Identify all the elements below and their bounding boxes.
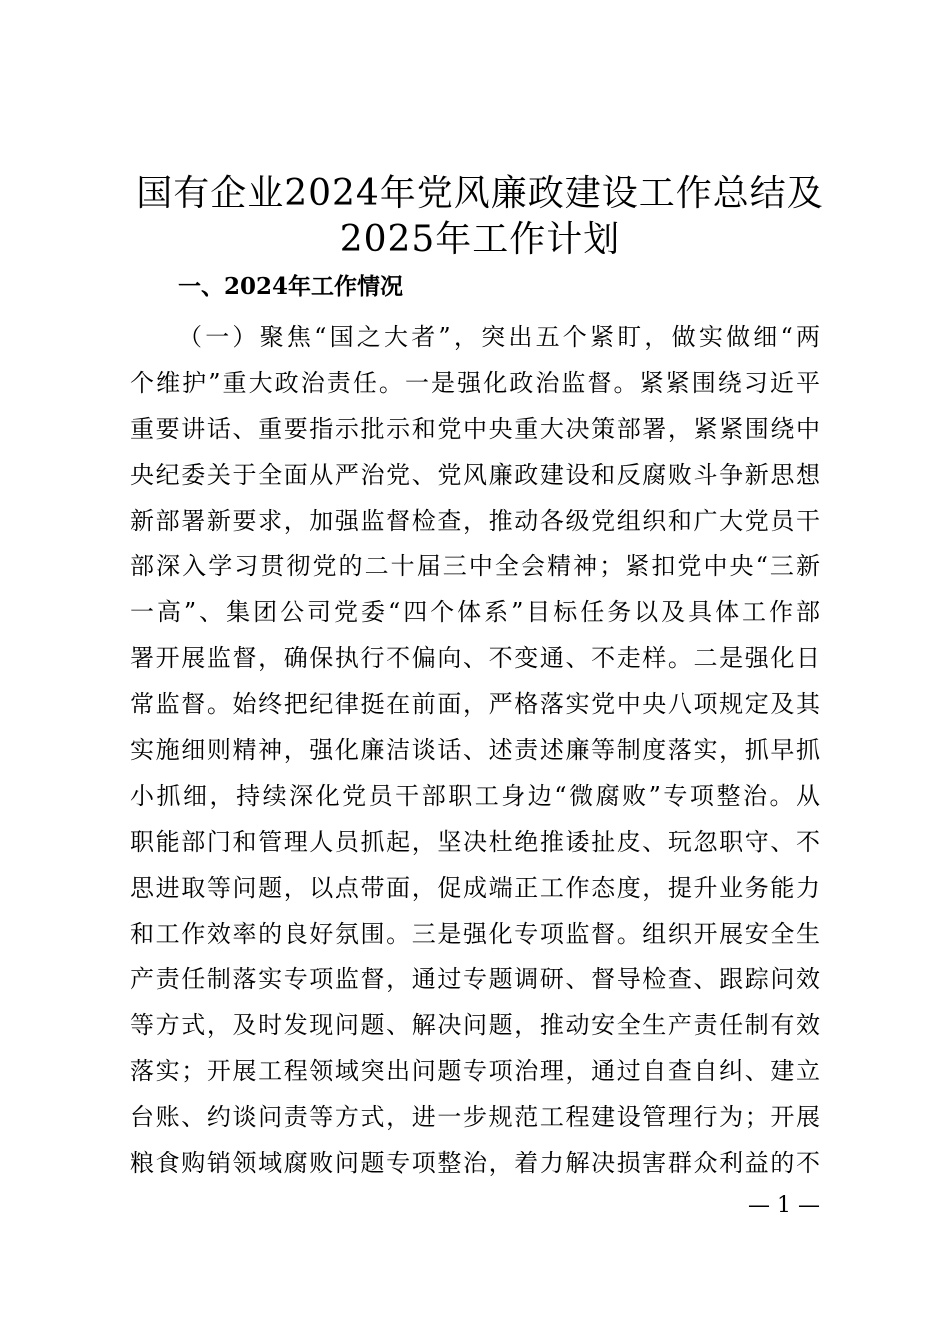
body-line: 职能部门和管理人员抓起，坚决杜绝推诿扯皮、玩忽职守、不 [130, 827, 820, 856]
body-line: 粮食购销领域腐败问题专项整治，着力解决损害群众利益的不 [130, 1149, 820, 1178]
page-number: — 1 — [748, 1193, 820, 1218]
section-heading: 一、2024年工作情况 [178, 273, 404, 300]
body-line: 部深入学习贯彻党的二十届三中全会精神；紧扣党中央“三新 [130, 552, 820, 581]
body-line: 产责任制落实专项监督，通过专题调研、督导检查、跟踪问效 [130, 965, 820, 994]
body-line: 重要讲话、重要指示批示和党中央重大决策部署，紧紧围绕中 [130, 414, 820, 443]
body-line: 台账、约谈问责等方式，进一步规范工程建设管理行为；开展 [130, 1103, 820, 1132]
body-line: 新部署新要求，加强监督检查，推动各级党组织和广大党员干 [130, 506, 820, 535]
body-line: 署开展监督，确保执行不偏向、不变通、不走样。二是强化日 [130, 644, 820, 673]
body-line: 落实；开展工程领域突出问题专项治理，通过自查自纠、建立 [130, 1057, 820, 1086]
body-line: 央纪委关于全面从严治党、党风廉政建设和反腐败斗争新思想 [130, 460, 820, 489]
body-line: 思进取等问题，以点带面，促成端正工作态度，提升业务能力 [130, 873, 820, 902]
body-line: 常监督。始终把纪律挺在前面，严格落实党中央八项规定及其 [130, 690, 820, 719]
body-paragraph [130, 315, 820, 1187]
body-line: 个维护”重大政治责任。一是强化政治监督。紧紧围绕习近平 [130, 368, 820, 397]
document-title-line-1: 国有企业2024年党风廉政建设工作总结及 [136, 173, 824, 214]
body-line: 等方式，及时发现问题、解决问题，推动安全生产责任制有效 [130, 1011, 820, 1040]
body-line: 一高”、集团公司党委“四个体系”目标任务以及具体工作部 [130, 598, 820, 627]
body-line: （一）聚焦“国之大者”，突出五个紧盯，做实做细“两 [178, 323, 820, 351]
body-line: 小抓细，持续深化党员干部职工身边“微腐败”专项整治。从 [130, 781, 820, 810]
body-line: 和工作效率的良好氛围。三是强化专项监督。组织开展安全生 [130, 919, 820, 948]
body-line: 实施细则精神，强化廉洁谈话、述责述廉等制度落实，抓早抓 [130, 736, 820, 765]
document-title-line-2: 2025年工作计划 [339, 219, 621, 260]
